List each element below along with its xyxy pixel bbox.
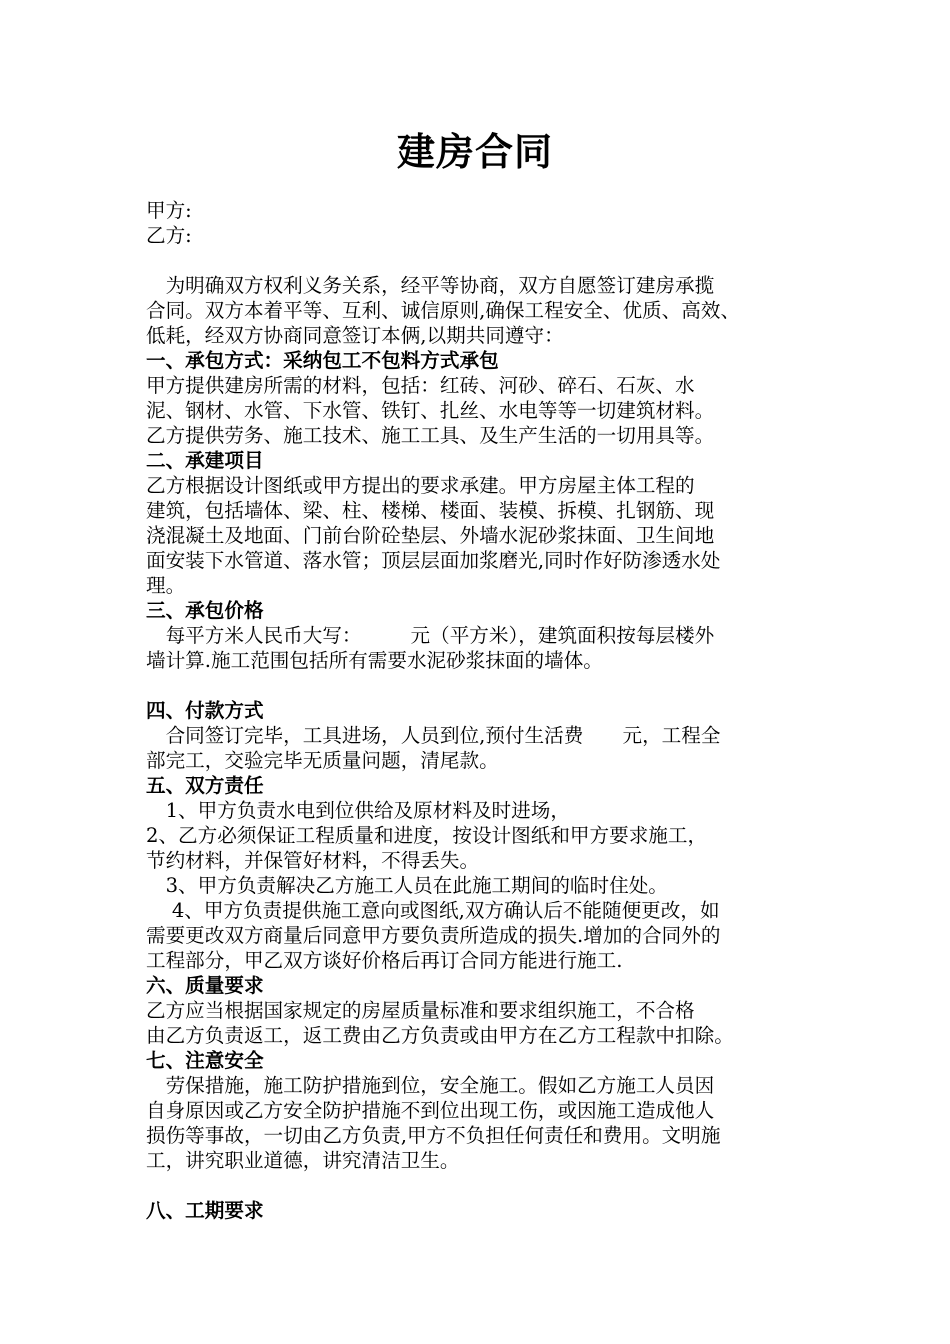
section-4-line: 合同签订完毕，工具进场，人员到位,预付生活费 元，工程全 — [146, 724, 721, 747]
section-heading-5: 五、双方责任 — [146, 774, 264, 797]
section-heading-4: 四、付款方式 — [146, 699, 264, 722]
section-heading-8: 八、工期要求 — [146, 1199, 264, 1222]
section-7-line: 损伤等事故，一切由乙方负责,甲方不负担任何责任和费用。文明施 — [146, 1124, 721, 1147]
section-2-line: 浇混凝土及地面、门前台阶砼垫层、外墙水泥砂浆抹面、卫生间地 — [146, 524, 715, 547]
section-heading-2: 二、承建项目 — [146, 449, 264, 472]
blank-line — [146, 1173, 808, 1198]
section-5-line: 需要更改双方商量后同意甲方要负责所造成的损失.增加的合同外的 — [146, 924, 721, 947]
section-4-line: 部完工，交验完毕无质量问题，清尾款。 — [146, 749, 499, 772]
section-2-line: 建筑，包括墙体、梁、柱、楼梯、楼面、装模、拆模、扎钢筋、现 — [146, 499, 715, 522]
blank-line — [146, 248, 808, 273]
section-5-line: 节约材料，并保管好材料，不得丢失。 — [146, 849, 480, 872]
section-7-line: 劳保措施，施工防护措施到位，安全施工。假如乙方施工人员因 — [146, 1074, 715, 1097]
document-body — [146, 198, 808, 1223]
section-heading-6: 六、质量要求 — [146, 974, 264, 997]
section-5-line: 工程部分，甲乙双方谈好价格后再订合同方能进行施工. — [146, 949, 623, 972]
section-2-line: 理。 — [146, 574, 186, 597]
party-b-label: 乙方: — [146, 224, 192, 247]
section-2-line: 乙方根据设计图纸或甲方提出的要求承建。甲方房屋主体工程的 — [146, 474, 695, 497]
section-6-line: 乙方应当根据国家规定的房屋质量标准和要求组织施工，不合格 — [146, 999, 695, 1022]
section-7-line: 自身原因或乙方安全防护措施不到位出现工伤，或因施工造成他人 — [146, 1099, 715, 1122]
document-title: 建房合同 — [396, 129, 553, 174]
section-2-line: 面安装下水管道、落水管；顶层层面加浆磨光,同时作好防渗透水处 — [146, 549, 721, 572]
section-7-line: 工，讲究职业道德，讲究清洁卫生。 — [146, 1149, 460, 1172]
intro-line: 低耗，经双方协商同意签订本俩,以期共同遵守： — [146, 324, 564, 347]
section-heading-7: 七、注意安全 — [146, 1049, 264, 1072]
section-5-line: 3、甲方负责解决乙方施工人员在此施工期间的临时住处。 — [146, 874, 668, 897]
section-heading-3: 三、承包价格 — [146, 599, 264, 622]
section-5-line: 1、甲方负责水电到位供给及原材料及时进场， — [146, 799, 570, 822]
section-5-line: 2、乙方必须保证工程质量和进度，按设计图纸和甲方要求施工， — [146, 824, 708, 847]
party-a-label: 甲方: — [146, 199, 192, 222]
section-6-line: 由乙方负责返工，返工费由乙方负责或由甲方在乙方工程款中扣除。 — [146, 1024, 734, 1047]
section-1-line: 乙方提供劳务、施工技术、施工工具、及生产生活的一切用具等。 — [146, 424, 715, 447]
section-5-line: 4、甲方负责提供施工意向或图纸,双方确认后不能随便更改，如 — [146, 899, 720, 922]
intro-line: 为明确双方权利义务关系，经平等协商，双方自愿签订建房承揽 — [146, 274, 715, 297]
section-heading-1: 一、承包方式：采纳包工不包料方式承包 — [146, 349, 499, 372]
section-1-line: 甲方提供建房所需的材料，包括：红砖、河砂、碎石、石灰、水 — [146, 374, 695, 397]
intro-line: 合同。双方本着平等、互利、诚信原则,确保工程安全、优质、高效、 — [146, 299, 741, 322]
section-3-line: 墙计算.施工范围包括所有需要水泥砂浆抹面的墙体。 — [146, 649, 603, 672]
section-1-line: 泥、钢材、水管、下水管、铁钉、扎丝、水电等等一切建筑材料。 — [146, 399, 715, 422]
section-3-line: 每平方米人民币大写： 元（平方米），建筑面积按每层楼外 — [146, 624, 715, 647]
blank-line — [146, 673, 808, 698]
